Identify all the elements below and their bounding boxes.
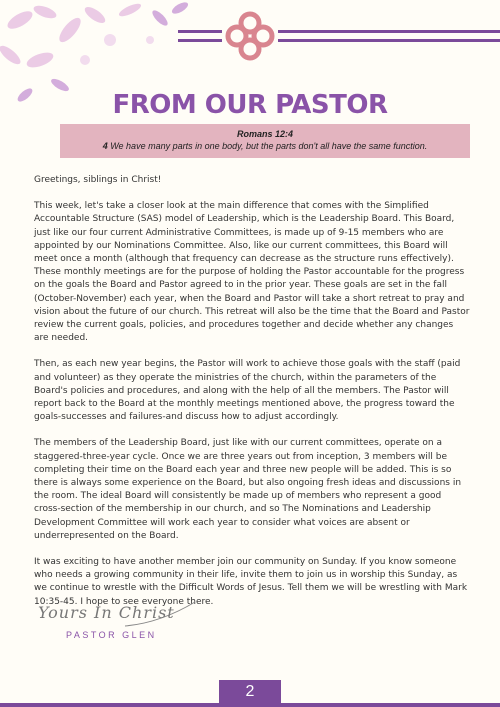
verse-text-line xyxy=(60,141,470,151)
page-number: 2 xyxy=(219,680,281,703)
signature-script: Yours In Christ xyxy=(38,603,175,622)
verse-reference: Romans 12:4 xyxy=(236,129,294,139)
greeting-paragraph: Greetings, siblings in Christ! xyxy=(34,175,162,185)
body-paragraph: The members of the Leadership Board, just like with our current committees, operate on a staggered-three-year cycle. Once we are three years out from inception, 3 members will be completing their time on the Board each year and three new people will be added. This is so there is always some experience on the Board, but also ongoing fresh ideas and discussions in the room. The ideal Board will consistently be made up of members who represent a good cross-section of the membership in our church, and so The Nominations and Leadership Development Committee will work each year to consider what voices are absent or underrepresented on the Board. xyxy=(34,438,462,541)
article-body xyxy=(34,174,470,622)
verse-text: We have many parts in one body, but the parts don't all have the same function. xyxy=(110,141,428,151)
church-logo-icon xyxy=(222,8,278,64)
page-title: FROM OUR PASTOR xyxy=(112,90,388,120)
signature-name: PASTOR GLEN xyxy=(66,630,157,640)
body-paragraph: It was exciting to have another member join our community on Sunday. If you know someone who needs a growing community in their life, invite them to join us in worship this Sunday, as we continue to wrestle with the Difficult Words of Jesus. Tell them we will be wrestling with Mark 10:35-45. I hope to see everyone there. xyxy=(34,557,468,607)
verse-number: 4 xyxy=(102,141,108,151)
scripture-box xyxy=(60,124,470,158)
bottom-border xyxy=(0,703,500,707)
body-paragraph: This week, let's take a closer look at the main difference that comes with the Simplified Accountable Structure (SAS) model of Leadership, which is the Leadership Board. This Board, just like our four current Administrative Committees, is made up of 9-15 members who are appointed by our Nominations Committee. Also, like our current committees, this Board will meet once a month (although that frequency can decrease as the structure runs effectively). These monthly meetings are for the purpose of holding the Pastor accountable for the progress on the goals the Board and Pastor agreed to in the prior year. These goals are set in the fall (October-November) each year, when the Board and Pastor will take a short retreat to pray and vision about the future of our church. This retreat will also be the time that the Board and Pastor review the current goals, policies, and procedures together and decide whether any changes are needed. xyxy=(34,201,470,344)
body-paragraph: Then, as each new year begins, the Pastor will work to achieve those goals with the staff (paid and volunteer) as they operate the ministries of the church, within the parameters of the Board's policies and procedures, and along with the help of all the members. The Pastor will report back to the Board at the monthly meetings mentioned above, the progress toward the goals-successes and failures-and discuss how to adjust accordingly. xyxy=(34,359,461,423)
